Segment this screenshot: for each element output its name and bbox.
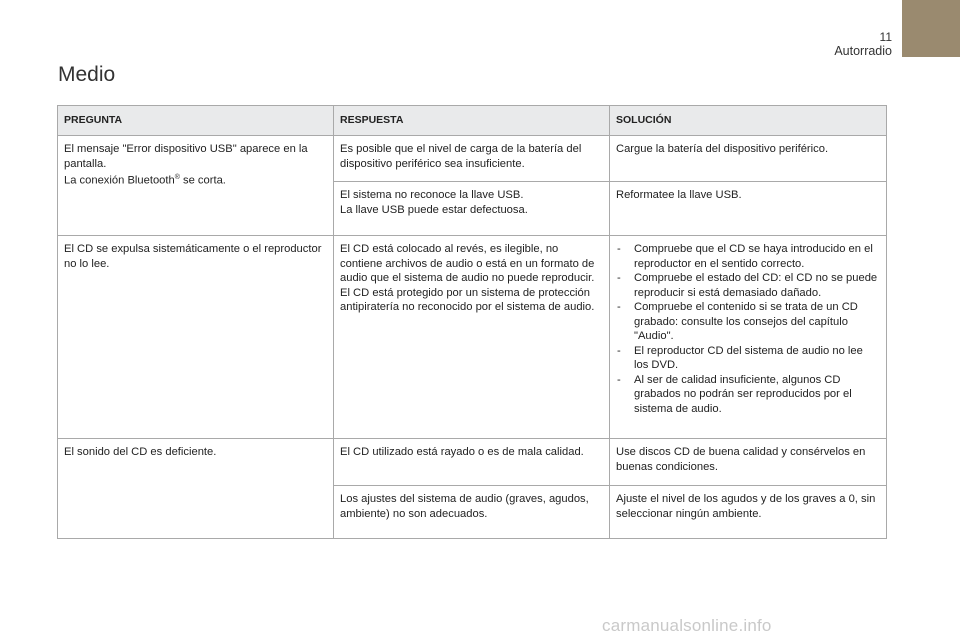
column-header-question: PREGUNTA: [58, 106, 334, 136]
list-item: - El reproductor CD del sistema de audio no lee los DVD.: [616, 344, 878, 373]
answer-cell: El CD está colocado al revés, es ilegible, no contiene archivos de audio o está en un formato de audio que el sistema de audio no puede reproducir. El CD está protegido por un sistema de protección antipiratería no reconocido por el sistema de audio.: [334, 236, 610, 439]
faq-table: [57, 105, 887, 539]
question-cell: El CD se expulsa sistemáticamente o el reproductor no lo lee.: [58, 236, 334, 439]
list-item: - Al ser de calidad insuficiente, algunos CD grabados no podrán ser reproducidos por el sistema de audio.: [616, 373, 878, 417]
column-header-answer: RESPUESTA: [334, 106, 610, 136]
list-item: - Compruebe el contenido si se trata de un CD grabado: consulte los consejos del capítulo "Audio".: [616, 300, 878, 344]
solution-cell: [610, 236, 887, 439]
list-item: - Compruebe el estado del CD: el CD no se puede reproducir si está demasiado dañado.: [616, 271, 878, 300]
solution-list: [616, 242, 878, 416]
chapter-tab: [902, 0, 960, 57]
answer-cell: El CD utilizado está rayado o es de mala calidad.: [334, 439, 610, 486]
page-title: Medio: [58, 63, 116, 86]
column-header-solution: SOLUCIÓN: [610, 106, 887, 136]
section-name: Autorradio: [834, 44, 892, 58]
watermark: carmanualsonline.info: [602, 616, 772, 635]
solution-cell: Cargue la batería del dispositivo periférico.: [610, 136, 887, 182]
solution-cell: Ajuste el nivel de los agudos y de los graves a 0, sin seleccionar ningún ambiente.: [610, 486, 887, 539]
question-cell: El sonido del CD es deficiente.: [58, 439, 334, 539]
answer-cell: Los ajustes del sistema de audio (graves, agudos, ambiente) no son adecuados.: [334, 486, 610, 539]
list-item: - Compruebe que el CD se haya introducido en el reproductor en el sentido correcto.: [616, 242, 878, 271]
table-row: [58, 136, 887, 182]
page-number: 11: [879, 30, 892, 44]
question-cell: [58, 136, 334, 236]
question-text: La conexión Bluetooth® se corta.: [64, 174, 226, 187]
answer-cell: Es posible que el nivel de carga de la batería del dispositivo periférico sea insuficiente.: [334, 136, 610, 182]
solution-cell: Use discos CD de buena calidad y consérvelos en buenas condiciones.: [610, 439, 887, 486]
question-text: El mensaje "Error dispositivo USB" aparece en la pantalla.: [64, 143, 308, 170]
table-row: [58, 439, 887, 486]
answer-cell: El sistema no reconoce la llave USB. La llave USB puede estar defectuosa.: [334, 182, 610, 236]
solution-cell: Reformatee la llave USB.: [610, 182, 887, 236]
table-row: [58, 236, 887, 439]
table-header-row: [58, 106, 887, 136]
